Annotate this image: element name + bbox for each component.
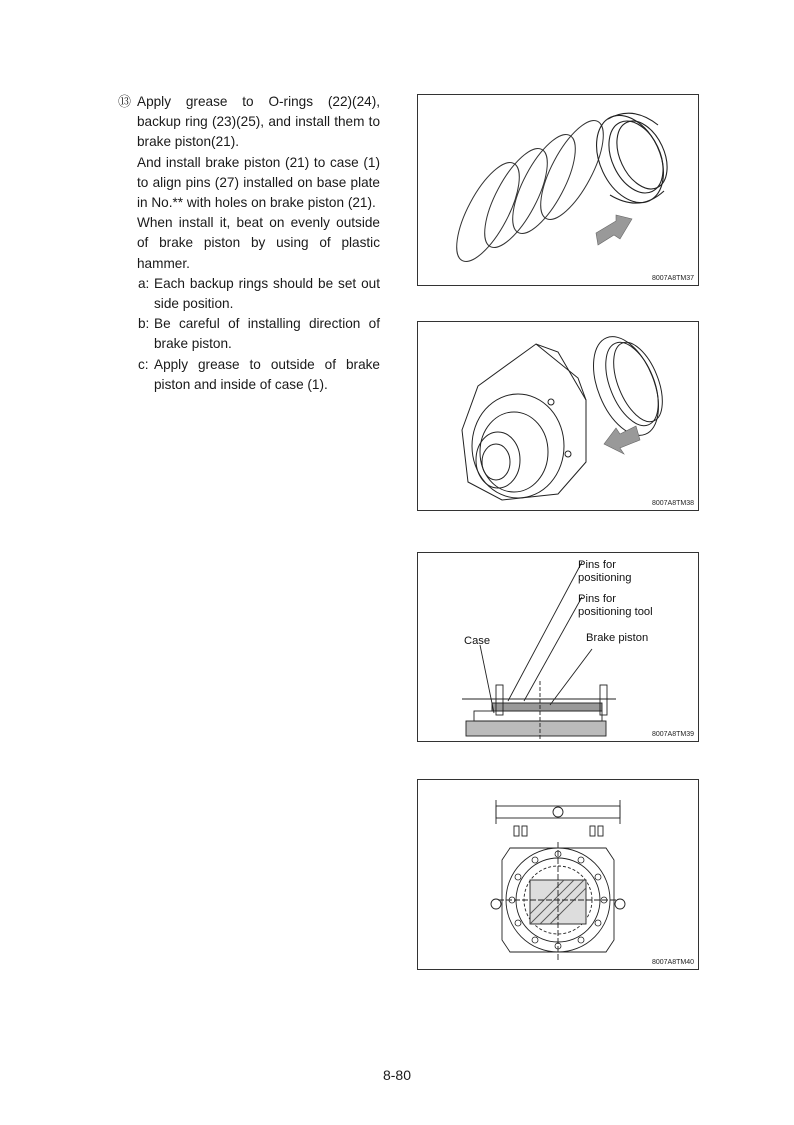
leader-brake-piston [550,649,592,705]
paragraph-apply-grease: Apply grease to O-rings (22)(24), backup ring (23)(25), and install them to brake piston(21). [137,94,380,150]
figure-cross-section [417,552,699,742]
base-plate [466,721,606,736]
figure-case-piston [417,321,699,511]
case-piston-drawing [418,322,700,512]
arrow-icon [596,215,632,245]
paragraph-hammer: When install it, beat on evenly outside of brake piston by using of plastic hammer. [137,215,380,271]
note-text: Be careful of installing direction of brake piston. [154,316,380,352]
label-pins-for-positioning [578,559,632,584]
step-number: ⑬ [118,94,132,109]
note-letter: c: [138,356,149,372]
notes-list [137,274,380,395]
paragraph-install-piston: And install brake piston (21) to case (1) to align pins (27) installed on base plate in No.** with holes on brake piston (21). [137,154,380,211]
leader-case [480,645,494,713]
instruction-block [118,92,380,395]
figure-top-view [417,779,699,970]
figure-code: 8007A8TM40 [651,959,694,966]
note-text: Each backup rings should be set out side position. [154,275,380,312]
step-13 [118,92,380,395]
arrow-icon [604,426,640,454]
label-line: positioning [578,571,632,584]
case-part [462,344,586,500]
leader-pins-positioning [508,562,582,701]
label-case: Case [464,635,491,647]
case-flange [474,711,602,721]
label-brake-piston: Brake piston [586,632,649,644]
figure-code: 8007A8TM38 [651,500,694,507]
page-number: 8-80 [382,1067,412,1083]
note-letter: b: [138,316,150,332]
label-line: Pins for [578,559,616,571]
label-line: Pins for [578,593,616,605]
note-b [138,314,380,354]
top-view-drawing [418,780,700,971]
brake-piston-shape [492,703,602,711]
orings-drawing [418,95,700,287]
label-pins-for-positioning-tool [578,593,653,618]
note-letter: a: [138,275,150,291]
note-text: Apply grease to outside of brake piston and inside of case (1). [154,356,380,392]
figure-code: 8007A8TM37 [651,275,694,282]
piston-part [581,327,673,444]
label-line: positioning tool [578,605,653,618]
note-a [138,274,380,314]
figure-orings [417,94,699,286]
tool-bar [496,806,620,818]
leader-pins-tool [524,597,582,701]
cross-section-drawing [418,553,700,743]
figure-code: 8007A8TM39 [651,731,694,738]
step-body [137,92,380,395]
note-c [138,355,380,395]
